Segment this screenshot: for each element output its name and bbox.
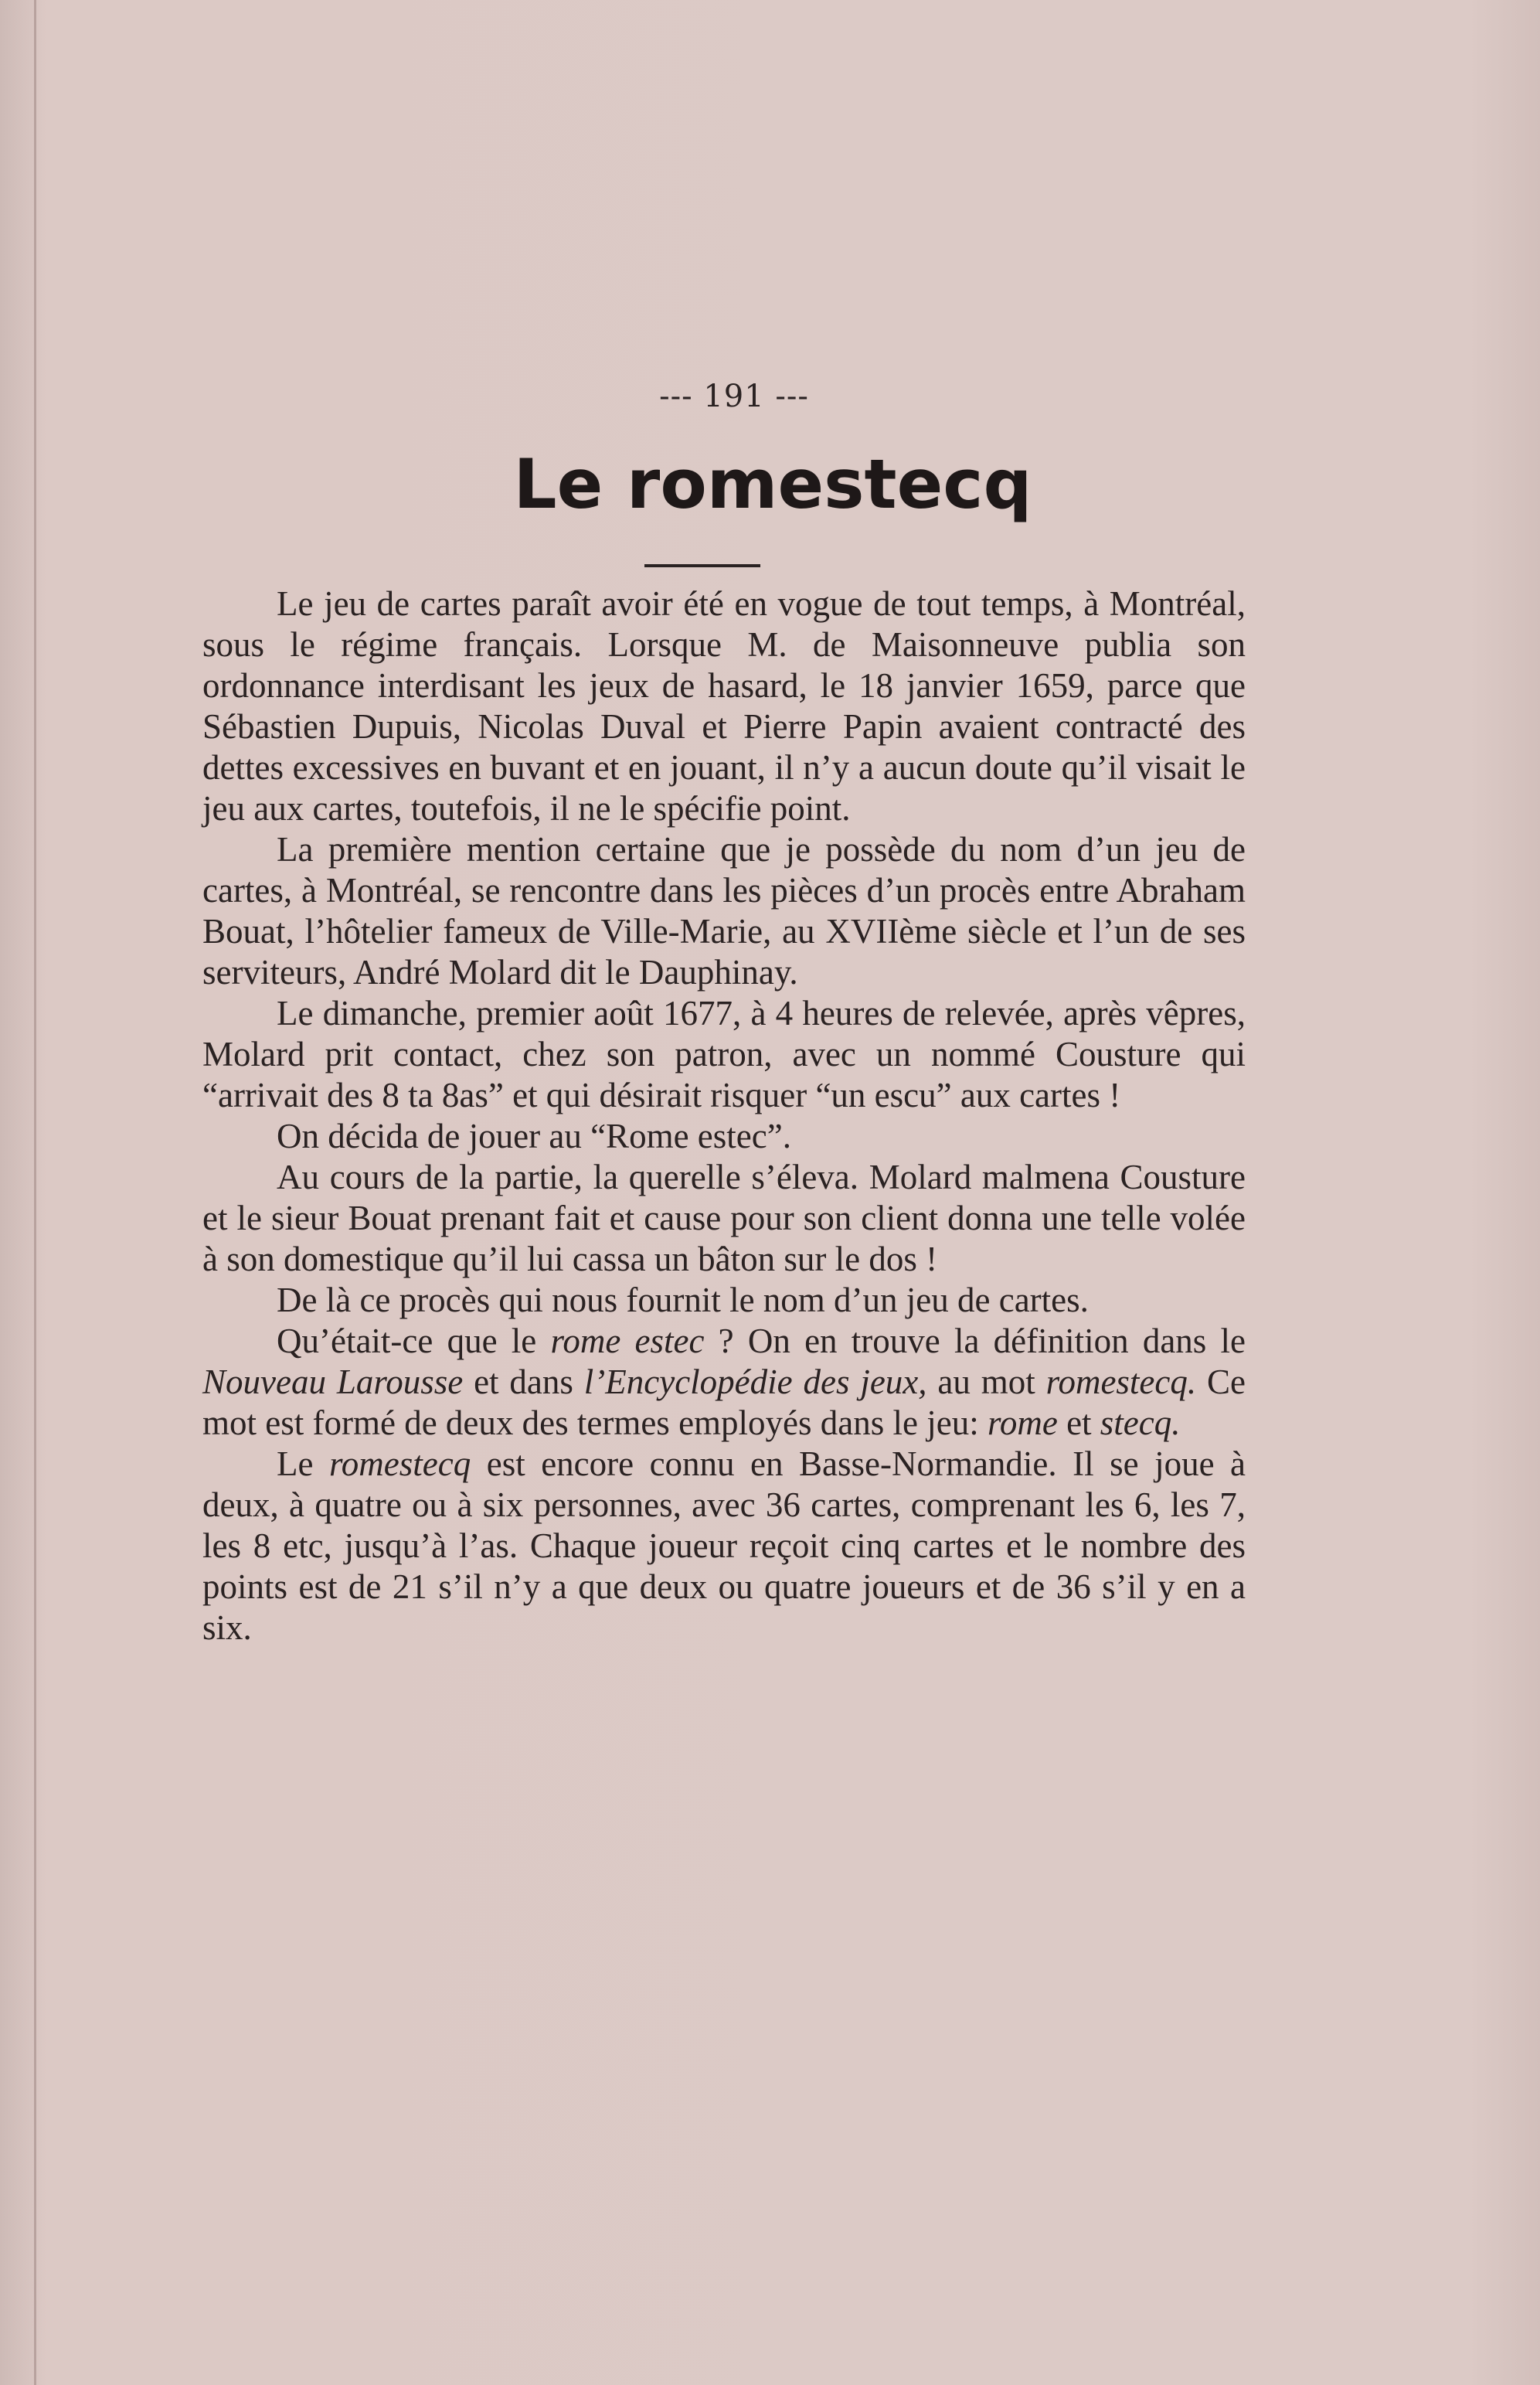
italic-term: stecq. [1100,1403,1181,1442]
paragraph-8 [202,1444,1246,1648]
paragraph-2: La première mention certaine que je possède du nom d’un jeu de cartes, à Montréal, se rencontre dans les pièces d’un procès entre Abraham Bouat, l’hôtelier fameux de Ville-Marie, au XVIIème siècle et l’un de ses serviteurs, André Molard dit le Dauphinay. [202,830,1246,992]
page-title: Le romestecq [513,444,1032,524]
italic-term: romestecq. [1045,1363,1197,1401]
italic-book-title: Nouveau Larousse [202,1363,464,1401]
paragraph-5: Au cours de la partie, la querelle s’éleva. Molard malmena Cousture et le sieur Bouat prenant fait et cause pour son client donna une telle volée à son domestique qu’il lui cassa un bâton sur le dos ! [202,1158,1246,1278]
italic-book-title: l’Encyclopédie des jeux, [583,1363,927,1401]
italic-term: romestecq [328,1444,471,1483]
text-run: et [1057,1403,1100,1442]
text-run: est encore connu en Basse-Normandie. Il se joue à deux, à quatre ou à six personnes, avec 36 cartes, comprenant les 6, les 7, les 8 etc, jusqu’à l’as. Chaque joueur reçoit cinq cartes et le nombre des points est de 21 s’il n’y a que deux ou quatre joueurs et de 36 s’il y en a six. [202,1444,1246,1647]
paragraph-1: Le jeu de cartes paraît avoir été en vogue de tout temps, à Montréal, sous le régime français. Lorsque M. de Maisonneuve publia son ordonnance interdisant les jeux de hasard, le 18 janvier 1659, parce que Sébastien Dupuis, Nicolas Duval et Pierre Papin avaient contracté des dettes excessives en buvant et en jouant, il n’y a aucun doute qu’il visait le jeu aux cartes, toutefois, il ne le spécifie point. [202,584,1246,828]
title-underline [644,564,760,567]
page-binding-edge [34,0,36,2385]
text-run: et dans [463,1363,584,1401]
page-number: --- 191 --- [659,379,809,414]
italic-term: rome estec [550,1322,705,1360]
paragraph-7 [202,1321,1246,1444]
article-body [202,583,1246,1648]
paragraph-4: On décida de jouer au “Rome estec”. [277,1117,791,1155]
text-run: au mot [926,1363,1046,1401]
text-run: Ce mot est formé de deux des termes employés dans le jeu: [202,1363,1246,1442]
text-run: Qu’était-ce que le [277,1322,551,1360]
text-run: Le [277,1444,329,1483]
italic-term: rome [987,1403,1058,1442]
paragraph-6: De là ce procès qui nous fournit le nom d’un jeu de cartes. [277,1281,1089,1319]
paragraph-3: Le dimanche, premier août 1677, à 4 heures de relevée, après vêpres, Molard prit contact, chez son patron, avec un nommé Cousture qui “arrivait des 8 ta 8as” et qui désirait risquer “un escu” aux cartes ! [202,994,1246,1114]
text-run: ? On en trouve la définition dans le [704,1322,1246,1360]
